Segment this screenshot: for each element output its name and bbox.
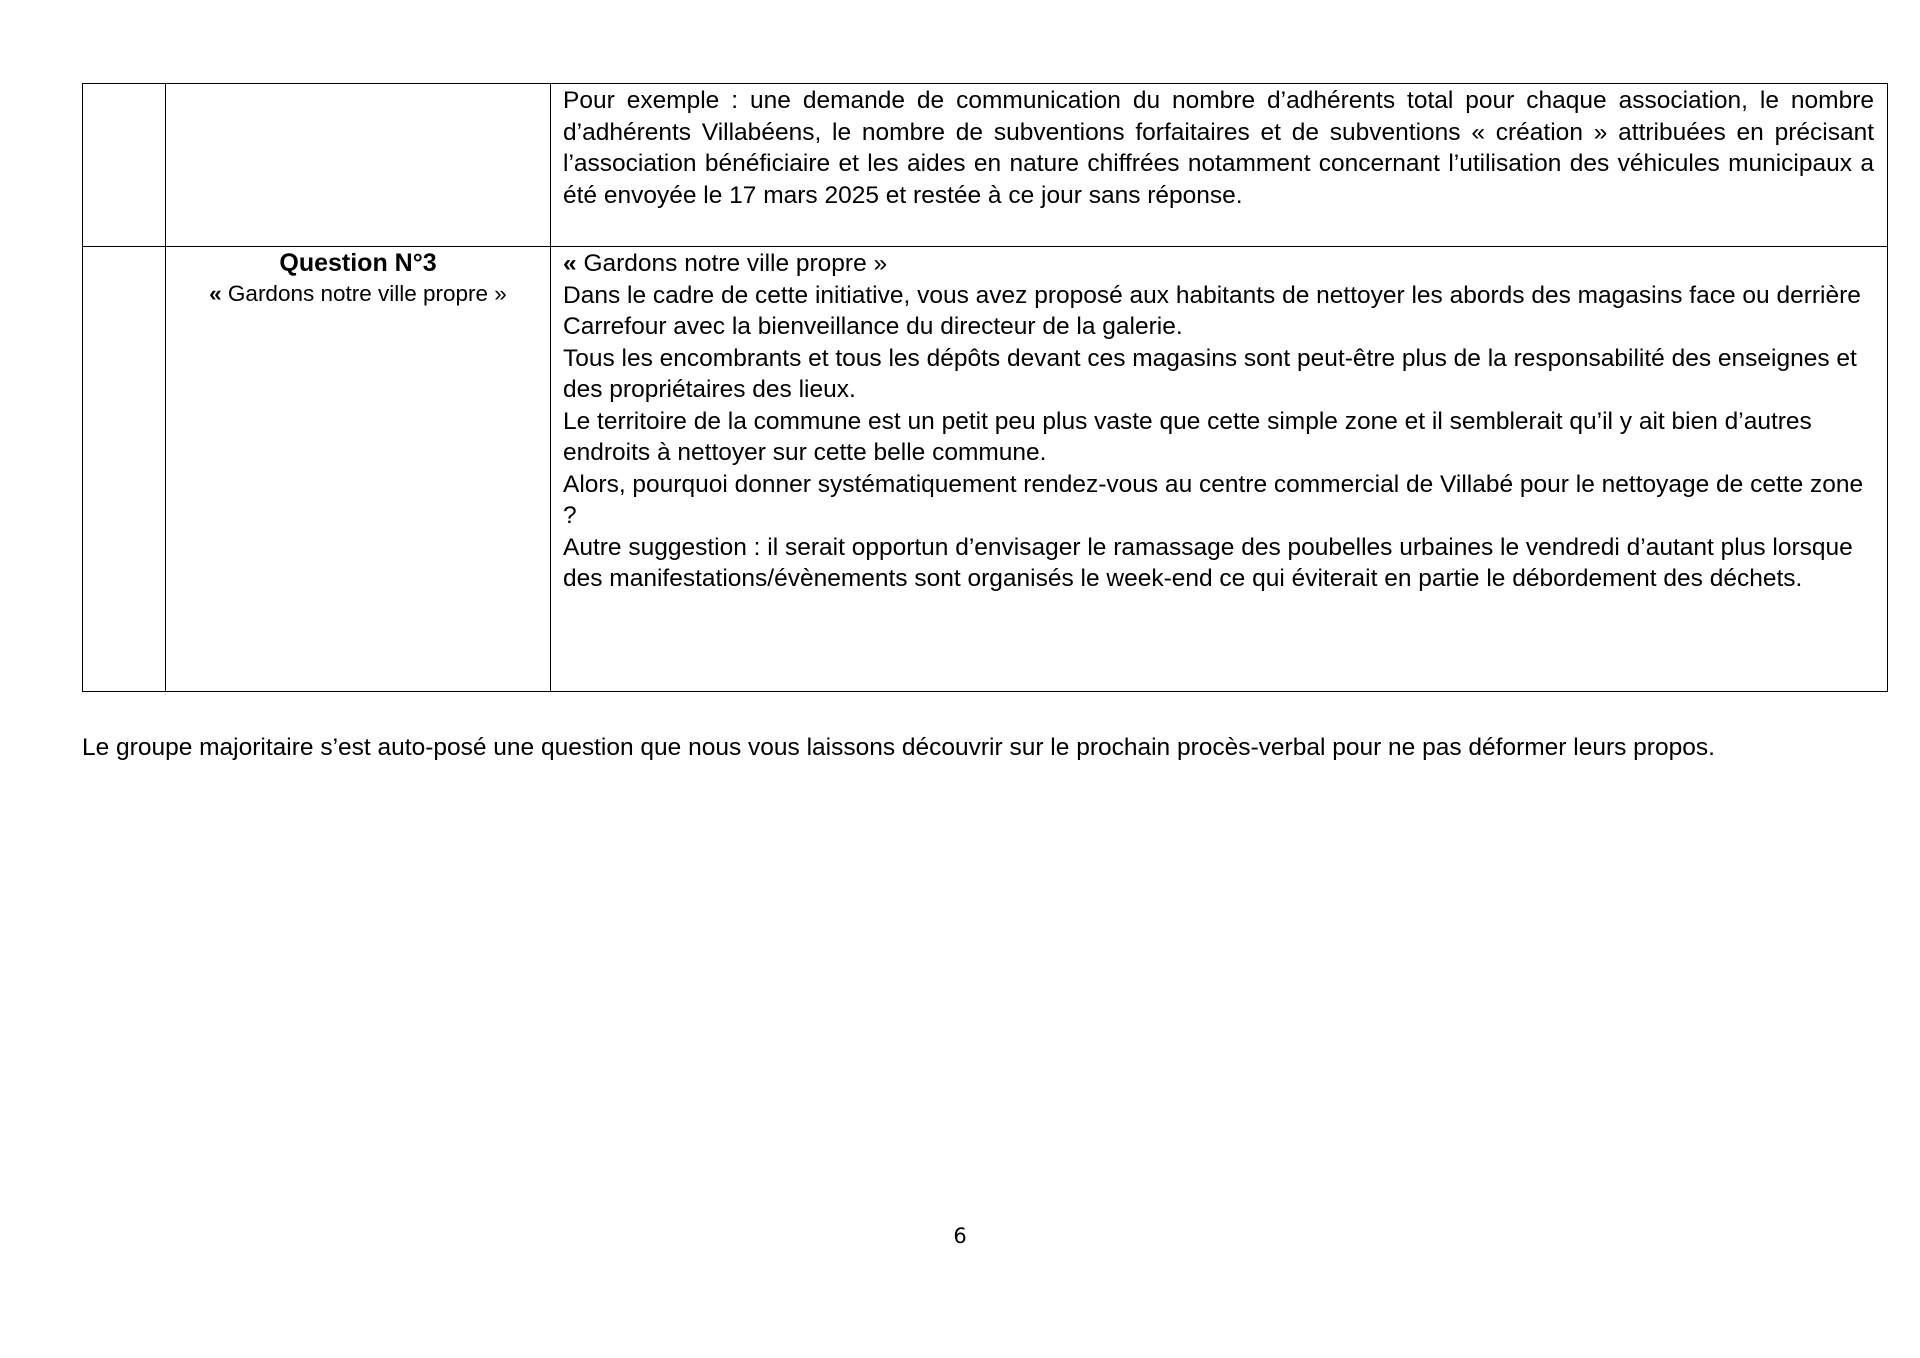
question-heading-quote: « <box>563 250 577 277</box>
question-label-cell <box>166 247 551 692</box>
paragraph-initiative: Dans le cadre de cette initiative, vous avez proposé aux habitants de nettoyer les abords des magasins face ou derrière Carrefour avec la bienveillance du directeur de la galerie. <box>563 281 1861 340</box>
paragraph-pourquoi: Alors, pourquoi donner systématiquement rendez-vous au centre commercial de Villabé pour le nettoyage de cette zone ? <box>563 470 1864 529</box>
empty-cell <box>83 247 166 692</box>
question-title: Question N°3 <box>279 249 437 277</box>
page-number: 6 <box>953 1224 967 1248</box>
paragraph-encombrants: Tous les encombrants et tous les dépôts devant ces magasins sont peut-être plus de la responsabilité des enseignes et des propriétaires des lieux. <box>563 344 1857 403</box>
empty-cell <box>166 84 551 247</box>
paragraph-territoire: Le territoire de la commune est un petit peu plus vaste que cette simple zone et il semblerait qu’il y ait bien d’autres endroits à nettoyer sur cette belle commune. <box>563 407 1812 466</box>
question-content-cell <box>551 247 1888 692</box>
example-paragraph: Pour exemple : une demande de communication du nombre d’adhérents total pour chaque association, le nombre d’adhérents Villabéens, le nombre de subventions forfaitaires et de subventions « création » attribuées en précisant l’association bénéficiaire et les aides en nature chiffrées notamment concernant l’utilisation des véhicules municipaux a été envoyée le 17 mars 2025 et restée à ce jour sans réponse. <box>563 87 1874 209</box>
content-cell <box>551 84 1888 247</box>
table-row <box>83 84 1888 247</box>
paragraph-suggestion: Autre suggestion : il serait opportun d’envisager le ramassage des poubelles urbaines le vendredi d’autant plus lorsque des manifestations/évènements sont organisés le week-end ce qui éviterait en partie le débordement des déchets. <box>563 533 1853 592</box>
closing-paragraph: Le groupe majoritaire s’est auto-posé une question que nous vous laissons découvrir sur le prochain procès-verbal pour ne pas déformer leurs propos. <box>82 734 1715 761</box>
question-subtitle-text: Gardons notre ville propre » <box>221 281 507 306</box>
questions-table <box>82 83 1888 692</box>
question-heading-text: Gardons notre ville propre » <box>576 250 888 277</box>
question-heading <box>563 248 1874 280</box>
question-subtitle-quote: « <box>209 281 222 306</box>
empty-cell <box>83 84 166 247</box>
table-row <box>83 247 1888 692</box>
question-subtitle <box>166 279 550 309</box>
